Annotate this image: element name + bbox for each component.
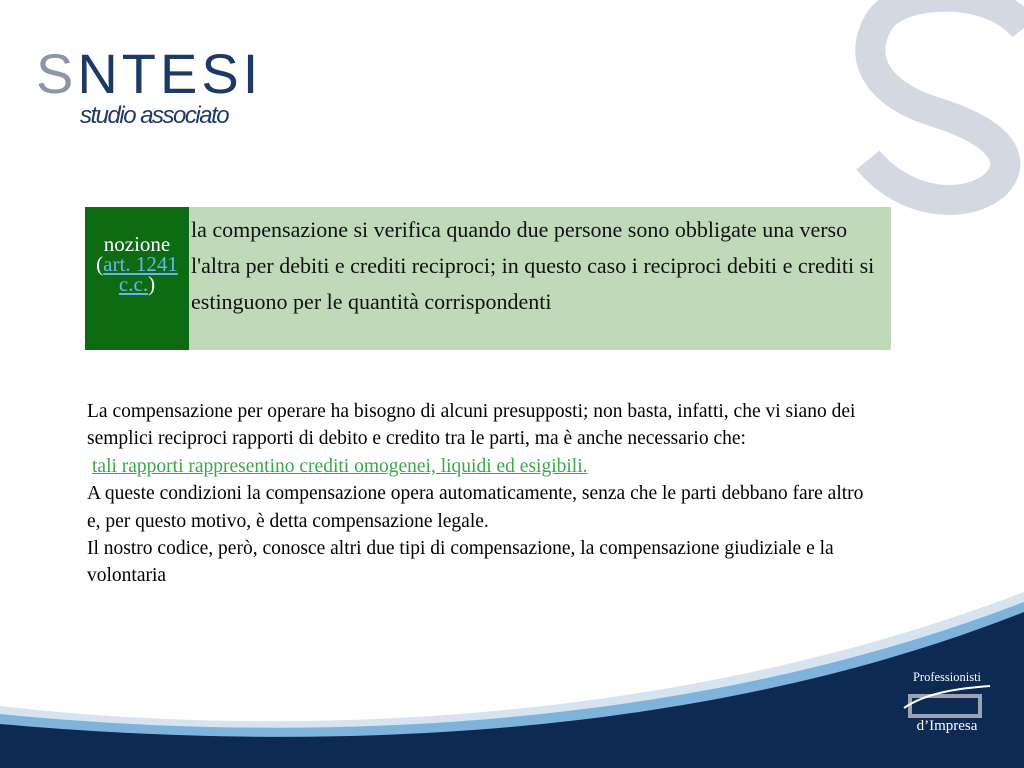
presupposti-link[interactable]: tali rapporti rappresentino crediti omogenei, liquidi ed esigibili. xyxy=(92,455,588,477)
body-intro: La compensazione per operare ha bisogno di alcuni presupposti; non basta, infatti, che vi siano dei semplici reciproci rapporti di debito e credito tra le parti, ma è anche necessario che: xyxy=(87,401,856,450)
pi-logo-top: Professionisti xyxy=(912,670,982,684)
logo-wordmark: SNTESI xyxy=(36,42,263,105)
definition-text: la compensazione si verifica quando due persone sono obbligate una verso l'altra per debiti e crediti reciproci; in questo caso i reciproci debiti e crediti si estinguono per le quantità corrispondenti xyxy=(189,207,891,350)
body-para-tipi: Il nostro codice, però, conosce altri due tipi di compensazione, la compensazione giudiziale e la volontaria xyxy=(87,538,834,587)
definition-term: nozione xyxy=(103,232,171,256)
body-para-legale: A queste condizioni la compensazione opera automaticamente, senza che le parti debbano fare altro e, per questo motivo, è detta compensazione legale. xyxy=(87,483,864,532)
article-link[interactable]: art. 1241 c.c. xyxy=(103,252,178,296)
logo-tagline: studio associato xyxy=(80,102,229,129)
definition-ref-close: ) xyxy=(148,272,156,296)
definition-ref-open: ( xyxy=(96,252,104,276)
professionisti-impresa-logo xyxy=(902,668,992,738)
pi-logo-mark-icon xyxy=(902,682,992,718)
pi-logo-bottom: d’Impresa xyxy=(916,718,978,734)
